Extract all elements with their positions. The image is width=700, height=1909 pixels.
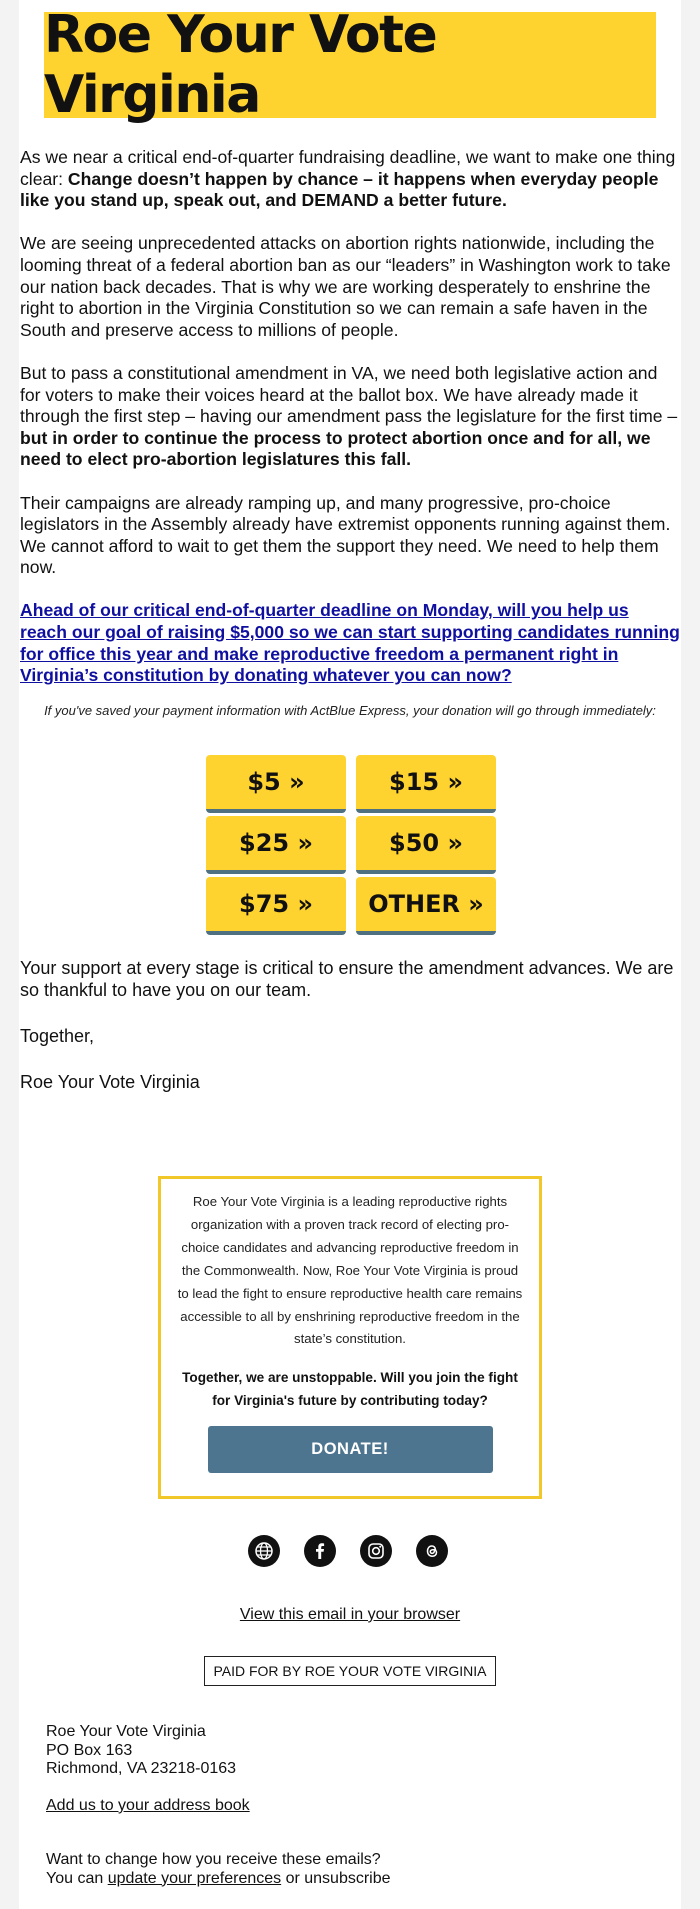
donation-button-grid bbox=[206, 755, 496, 935]
email-message bbox=[20, 147, 680, 708]
promo-text: Roe Your Vote Virginia is a leading reproductive rights organization with a proven track record of electing pro-choice candidates and advancing reproductive freedom in the Commonwealth. Now, Roe Your Vote Virginia is proud to lead the fight to ensure reproductive health care remains accessible to all by enshrining reproductive freedom in the state’s constitution. bbox=[177, 1194, 523, 1347]
paragraph-3-text: But to pass a constitutional amendment in VA, we need both legislative action and for voters to make their voices heard at the ballot box. We have already made it through the first step – having our amendment pass the legislature for the first time – bbox=[20, 362, 678, 427]
paragraph-3-bold: but in order to continue the process to protect abortion once and for all, we need to elect pro-abortion legislatures this fall. bbox=[20, 427, 651, 470]
view-in-browser-link[interactable]: View this email in your browser bbox=[239, 1606, 461, 1623]
promo-cta: Together, we are unstoppable. Will you join the fight for Virginia's future by contributing today? bbox=[182, 1370, 518, 1409]
preferences-line-1: Want to change how you receive these emails? bbox=[46, 1851, 381, 1868]
preferences-section bbox=[46, 1851, 391, 1888]
actblue-note: If you've saved your payment information with ActBlue Express, your donation will go through immediately: bbox=[44, 703, 656, 718]
donate-other-button[interactable]: OTHER » bbox=[356, 877, 496, 935]
promo-donate-button[interactable]: DONATE! bbox=[208, 1426, 493, 1473]
facebook-icon[interactable] bbox=[304, 1535, 336, 1567]
paragraph-1-text: As we near a critical end-of-quarter fundraising deadline, we want to make one thing clear: bbox=[20, 147, 676, 189]
email-body bbox=[19, 0, 681, 1909]
donate-50-button[interactable]: $50 » bbox=[356, 816, 496, 874]
closing-section bbox=[20, 957, 680, 1117]
social-links bbox=[248, 1535, 452, 1567]
address-line-1: Roe Your Vote Virginia bbox=[46, 1723, 206, 1740]
appeal-donate-link[interactable]: Ahead of our critical end-of-quarter deadline on Monday, will you help us reach our goal of raising $5,000 so we can start supporting candidates running for office this year and make reproductive freedom a permanent right in Virginia’s constitution by donating whatever you can now? bbox=[20, 600, 680, 686]
update-preferences-link[interactable]: update your preferences bbox=[107, 1869, 282, 1887]
closing-salutation: Together, bbox=[20, 1026, 95, 1046]
preferences-you-can: You can bbox=[46, 1869, 108, 1887]
paid-for-disclaimer: PAID FOR BY ROE YOUR VOTE VIRGINIA bbox=[204, 1656, 495, 1686]
preferences-line-2 bbox=[46, 1870, 391, 1889]
donate-15-button[interactable]: $15 » bbox=[356, 755, 496, 813]
appeal-paragraph bbox=[20, 600, 680, 686]
instagram-icon[interactable] bbox=[360, 1535, 392, 1567]
paragraph-4: Their campaigns are already ramping up, and many progressive, pro-choice legislators in the Assembly already have extremist opponents running against them. We cannot afford to wait to get them the support they need. We need to help them now. bbox=[20, 492, 671, 578]
paragraph-1 bbox=[20, 147, 680, 212]
donate-75-button[interactable]: $75 » bbox=[206, 877, 346, 935]
mailing-address bbox=[46, 1723, 236, 1779]
globe-icon[interactable] bbox=[248, 1535, 280, 1567]
promo-box bbox=[158, 1176, 542, 1499]
closing-paragraph: Your support at every stage is critical to ensure the amendment advances. We are so thankful to have you on our team. bbox=[20, 958, 674, 1000]
unsubscribe-text: or unsubscribe bbox=[281, 1869, 391, 1887]
closing-signature: Roe Your Vote Virginia bbox=[20, 1072, 200, 1092]
paragraph-3 bbox=[20, 363, 680, 471]
header-title: Roe Your Vote Virginia bbox=[44, 5, 437, 125]
address-line-3: Richmond, VA 23218-0163 bbox=[46, 1760, 237, 1777]
address-book-link[interactable]: Add us to your address book bbox=[46, 1797, 250, 1814]
donate-5-button[interactable]: $5 » bbox=[206, 755, 346, 813]
address-line-2: PO Box 163 bbox=[46, 1741, 133, 1759]
paragraph-1-bold: Change doesn’t happen by chance – it happens when everyday people like you stand up, speak out, and DEMAND a better future. bbox=[20, 168, 659, 211]
paragraph-2: We are seeing unprecedented attacks on abortion rights nationwide, including the looming threat of a federal abortion ban as our “leaders” in Washington work to take our nation back decades. That is why we are working desperately to enshrine the right to abortion in the Virginia Constitution so we can remain a safe haven in the South and preserve access to millions of people. bbox=[20, 233, 671, 340]
donate-25-button[interactable]: $25 » bbox=[206, 816, 346, 874]
header-banner bbox=[44, 5, 656, 125]
paid-for-wrapper bbox=[19, 1656, 681, 1686]
threads-icon[interactable] bbox=[416, 1535, 448, 1567]
